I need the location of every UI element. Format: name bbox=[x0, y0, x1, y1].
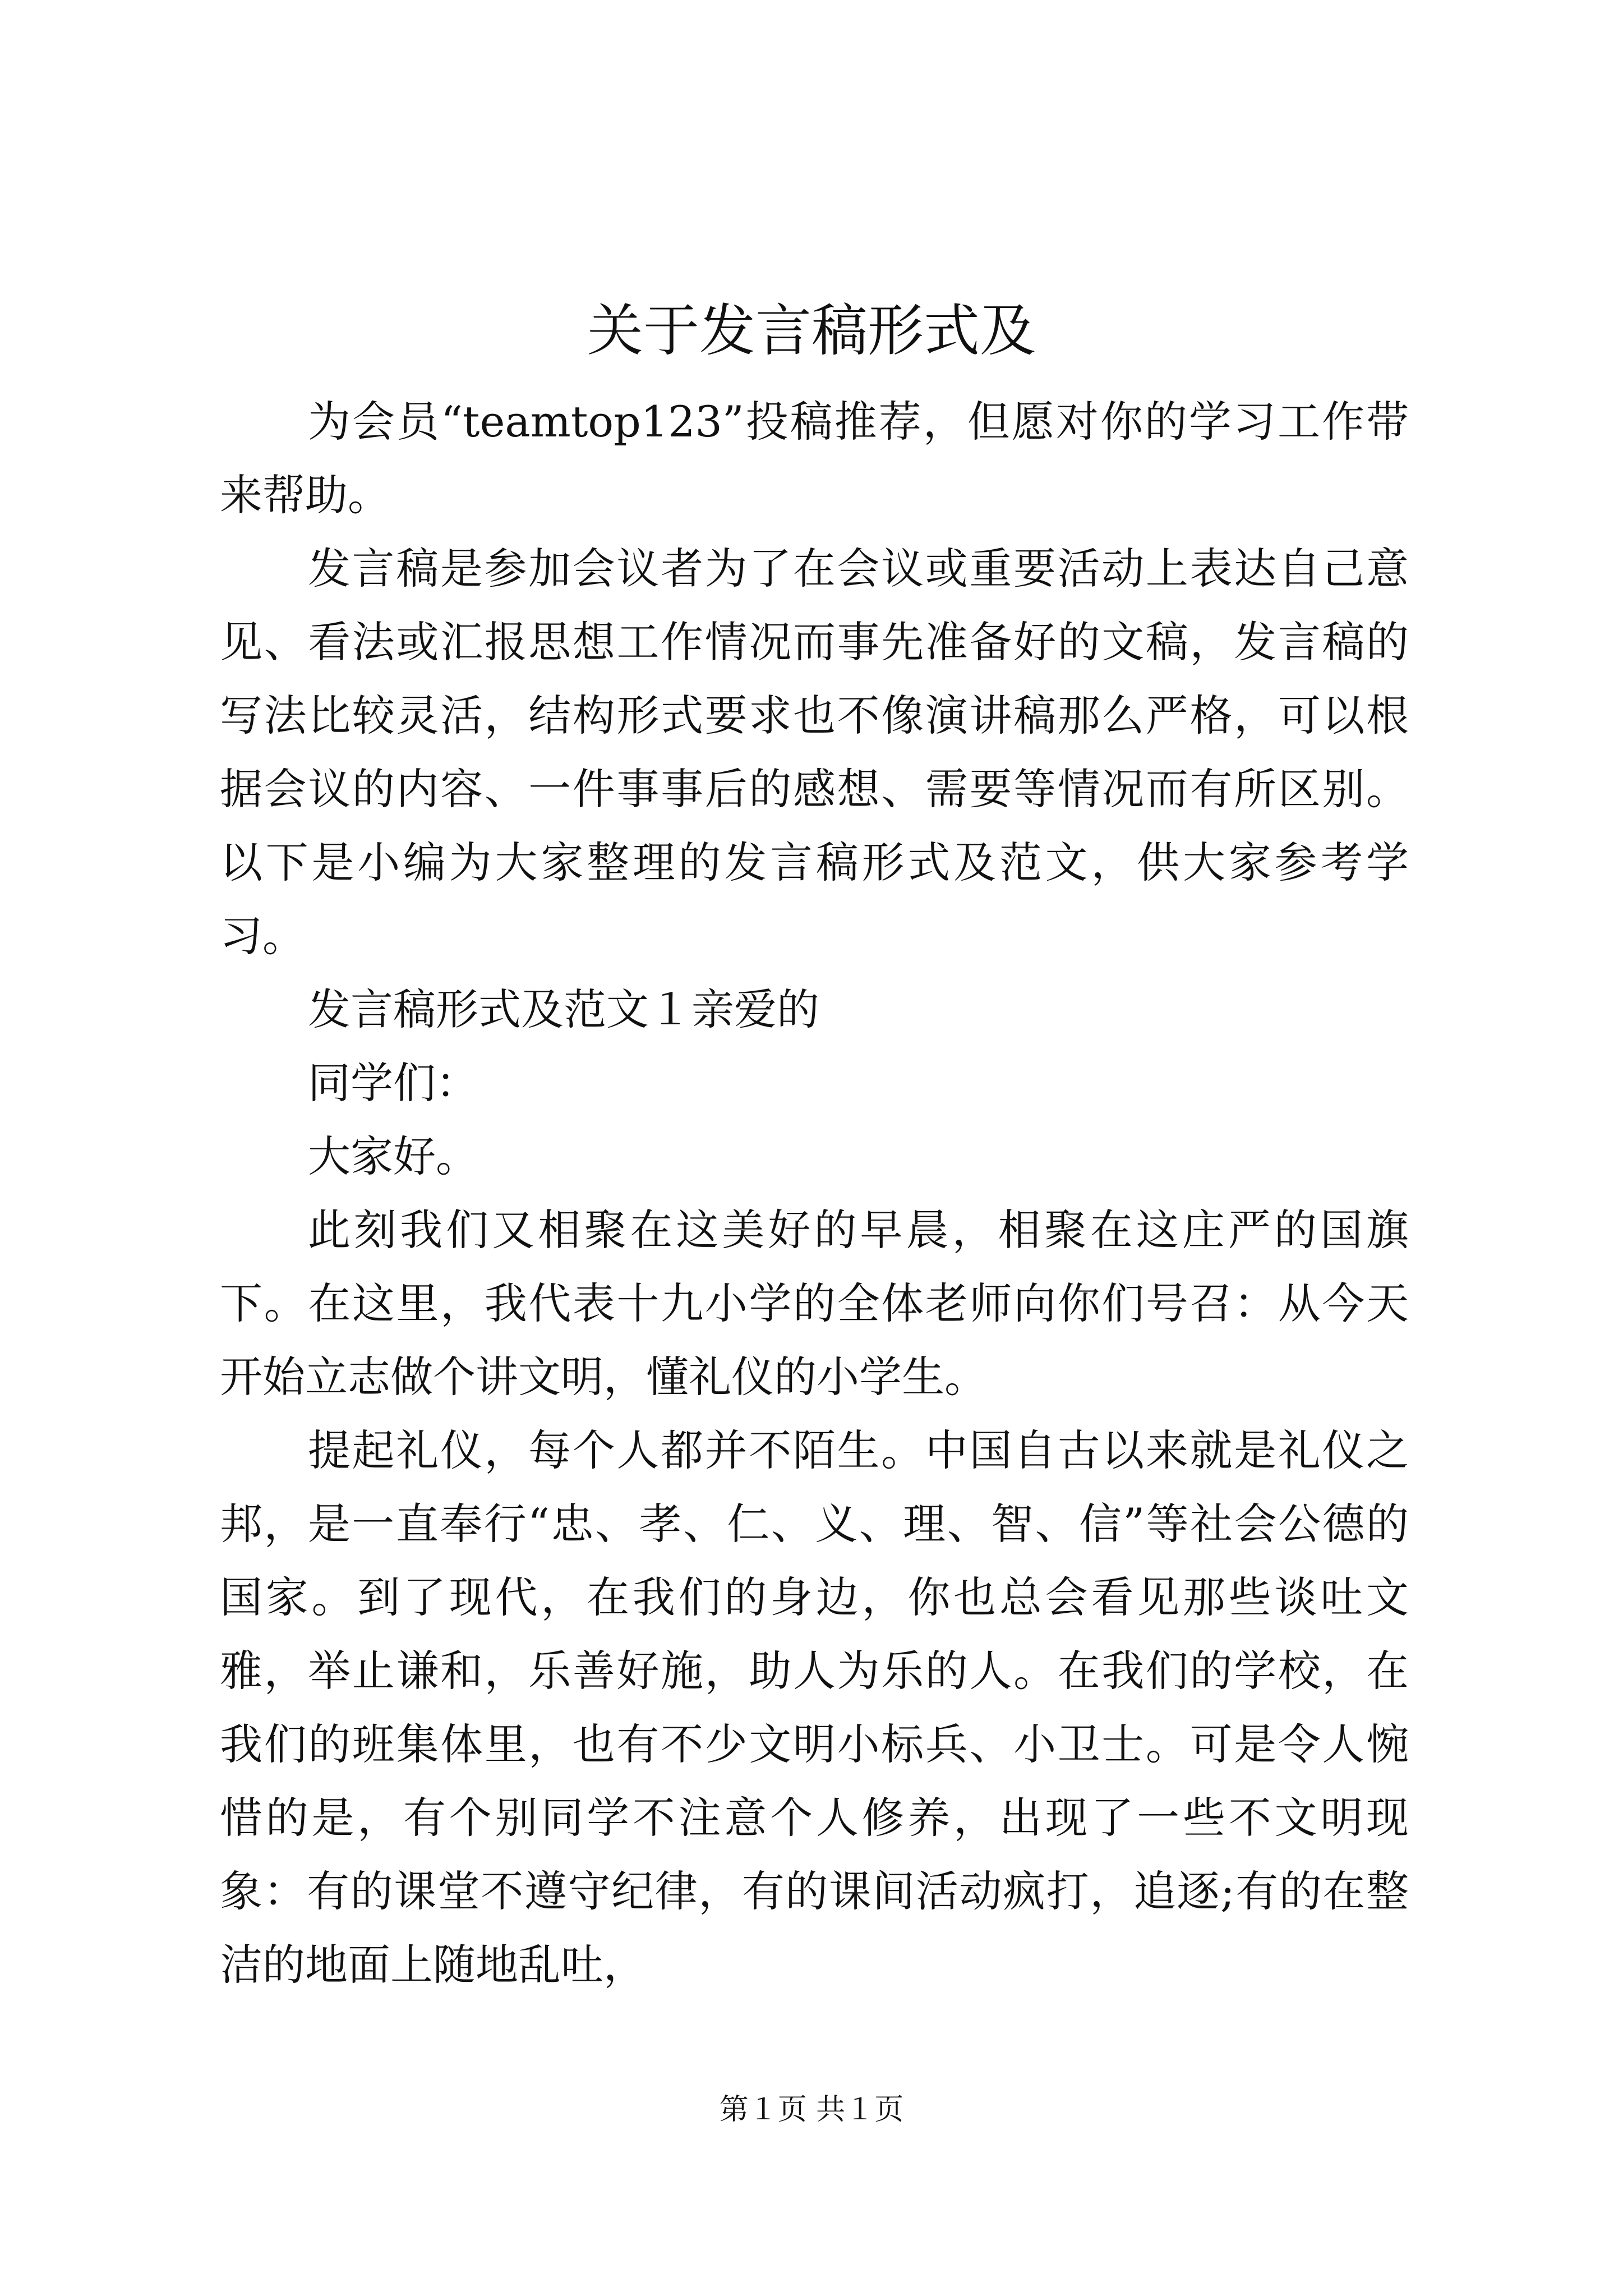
paragraph-etiquette: 提起礼仪，每个人都并不陌生。中国自古以来就是礼仪之邦，是一直奉行“忠、孝、仁、义、理、智、信”等社会公德的国家。到了现代，在我们的身边，你也总会看见那些谈吐文雅，举止谦和，乐善好施，助人为乐的人。在我们的学校，在我们的班集体里，也有不少文明小标兵、小卫士。可是令人惋惜的是，有个别同学不注意个人修养，出现了一些不文明现象：有的课堂不遵守纪律，有的课间活动疯打，追逐;有的在整洁的地面上随地乱吐， bbox=[220, 1425, 1409, 1990]
paragraph-greeting: 大家好。 bbox=[308, 1131, 478, 1181]
paragraph-sample-heading: 发言稿形式及范文１亲爱的 bbox=[308, 984, 819, 1034]
paragraph-gathering: 此刻我们又相聚在这美好的早晨，相聚在这庄严的国旗下。在这里，我代表十九小学的全体老师向你们号召：从今天开始立志做个讲文明，懂礼仪的小学生。 bbox=[220, 1205, 1409, 1402]
document-title: 关于发言稿形式及 bbox=[587, 298, 1036, 364]
document-body bbox=[220, 385, 1409, 2001]
paragraph-salutation: 同学们： bbox=[308, 1058, 478, 1108]
paragraph-description: 发言稿是参加会议者为了在会议或重要活动上表达自己意见、看法或汇报思想工作情况而事先准备好的文稿，发言稿的写法比较灵活，结构形式要求也不像演讲稿那么严格，可以根据会议的内容、一件事事后的感想、需要等情况而有所区别。以下是小编为大家整理的发言稿形式及范文，供大家参考学习。 bbox=[220, 544, 1409, 961]
page-footer: 第１页 共１页 bbox=[719, 2093, 904, 2127]
paragraph-intro: 为会员“teamtop123”投稿推荐，但愿对你的学习工作带来帮助。 bbox=[220, 397, 1409, 520]
